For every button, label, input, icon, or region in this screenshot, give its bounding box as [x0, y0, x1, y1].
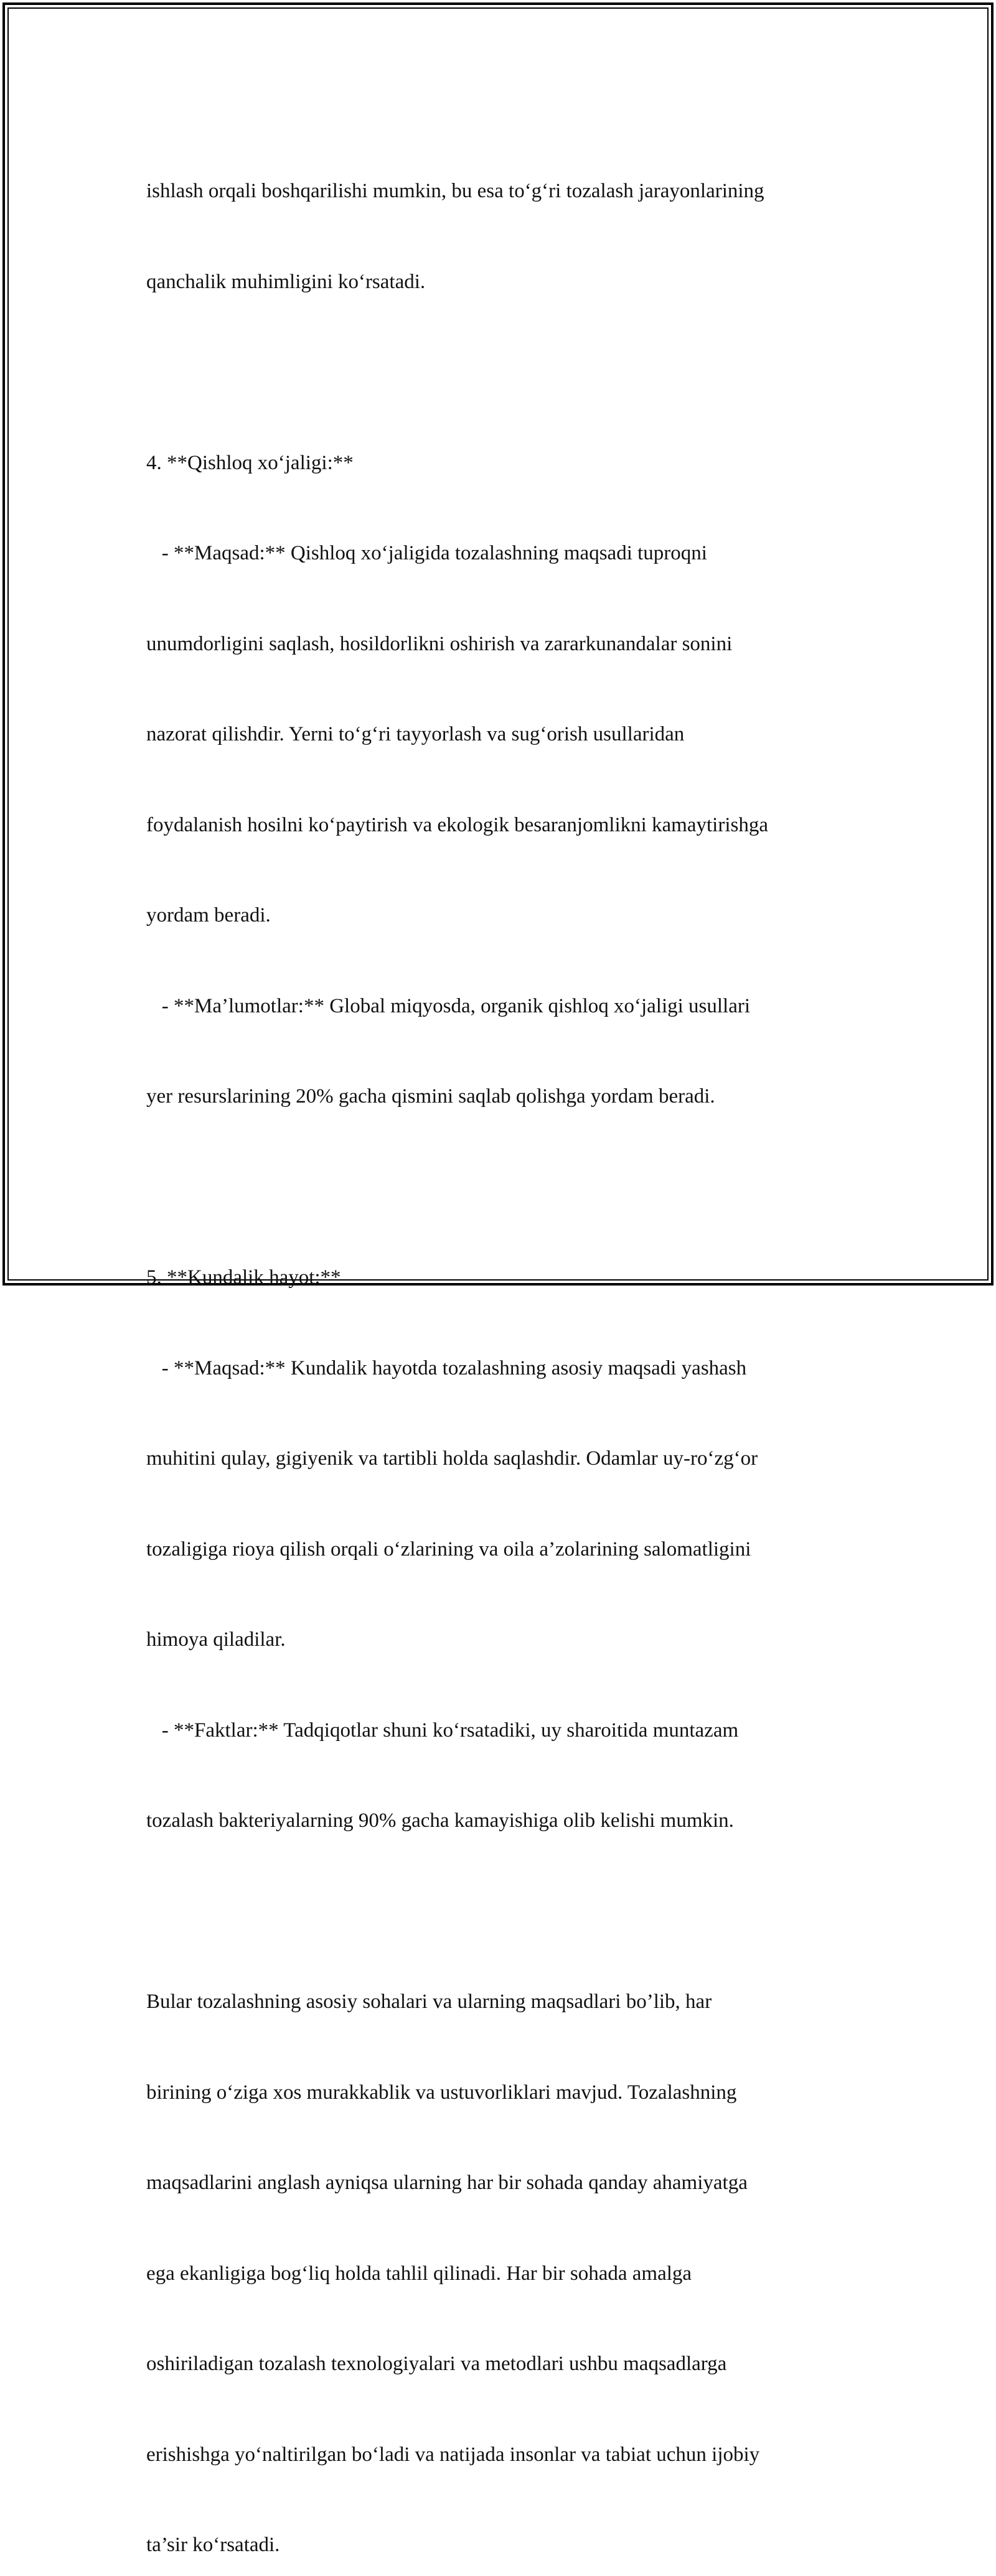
text-line: ega ekanligiga bog‘liq holda tahlil qilinadi. Har bir sohada amalga	[146, 2262, 692, 2285]
text-line: - **Faktlar:** Tadqiqotlar shuni ko‘rsatadiki, uy sharoitida muntazam	[146, 1719, 739, 1742]
text-line: - **Maqsad:** Kundalik hayotda tozalashning asosiy maqsadi yashash	[146, 1356, 747, 1379]
text-line: muhitini qulay, gigiyenik va tartibli holda saqlashdir. Odamlar uy-ro‘zg‘or	[146, 1447, 758, 1470]
text-line: birining o‘ziga xos murakkablik va ustuvorliklari mavjud. Tozalashning	[146, 2081, 737, 2104]
conclusion-paragraph	[146, 1926, 856, 2576]
text-line: - **Ma’lumotlar:** Global miqyosda, organik qishloq xo‘jaligi usullari	[146, 994, 751, 1017]
text-line: unumdorligini saqlash, hosildorlikni oshirish va zararkunandalar sonini	[146, 632, 733, 655]
text-line: tozalash bakteriyalarning 90% gacha kamayishiga olib kelishi mumkin.	[146, 1809, 734, 1832]
text-line: Bular tozalashning asosiy sohalari va ularning maqsadlari bo’lib, har	[146, 1990, 712, 2013]
intro-paragraph	[146, 116, 856, 357]
text-line: ishlash orqali boshqarilishi mumkin, bu esa to‘g‘ri tozalash jarayonlarining	[146, 180, 764, 202]
text-line: qanchalik muhimligini ko‘rsatadi.	[146, 270, 426, 293]
text-line: himoya qiladilar.	[146, 1628, 286, 1651]
paragraph-gap	[146, 357, 856, 388]
text-line: nazorat qilishdir. Yerni to‘g‘ri tayyorlash va sug‘orish usullaridan	[146, 723, 685, 745]
text-line: maqsadlarini anglash ayniqsa ularning har bir sohada qanday ahamiyatga	[146, 2172, 748, 2194]
document-body	[146, 116, 856, 2576]
section-4	[146, 388, 856, 1172]
section-4-heading: 4. **Qishloq xo‘jaligi:**	[146, 451, 354, 474]
text-line: ta’sir ko‘rsatadi.	[146, 2534, 280, 2556]
paragraph-gap	[146, 1172, 856, 1203]
section-5	[146, 1202, 856, 1897]
text-line: tozaligiga rioya qilish orqali o‘zlarining va oila a’zolarining salomatligini	[146, 1538, 751, 1561]
text-line: oshiriladigan tozalash texnologiyalari va metodlari ushbu maqsadlarga	[146, 2353, 727, 2375]
section-5-heading: 5. **Kundalik hayot:**	[146, 1266, 341, 1289]
text-line: yordam beradi.	[146, 904, 271, 926]
text-line: erishishga yo‘naltirilgan bo‘ladi va natijada insonlar va tabiat uchun ijobiy	[146, 2443, 760, 2466]
text-line: - **Maqsad:** Qishloq xo‘jaligida tozalashning maqsadi tuproqni	[146, 542, 707, 564]
text-line: foydalanish hosilni ko‘paytirish va ekologik besaranjomlikni kamaytirishga	[146, 813, 768, 836]
paragraph-gap	[146, 1897, 856, 1927]
text-line: yer resurslarining 20% gacha qismini saqlab qolishga yordam beradi.	[146, 1085, 715, 1108]
